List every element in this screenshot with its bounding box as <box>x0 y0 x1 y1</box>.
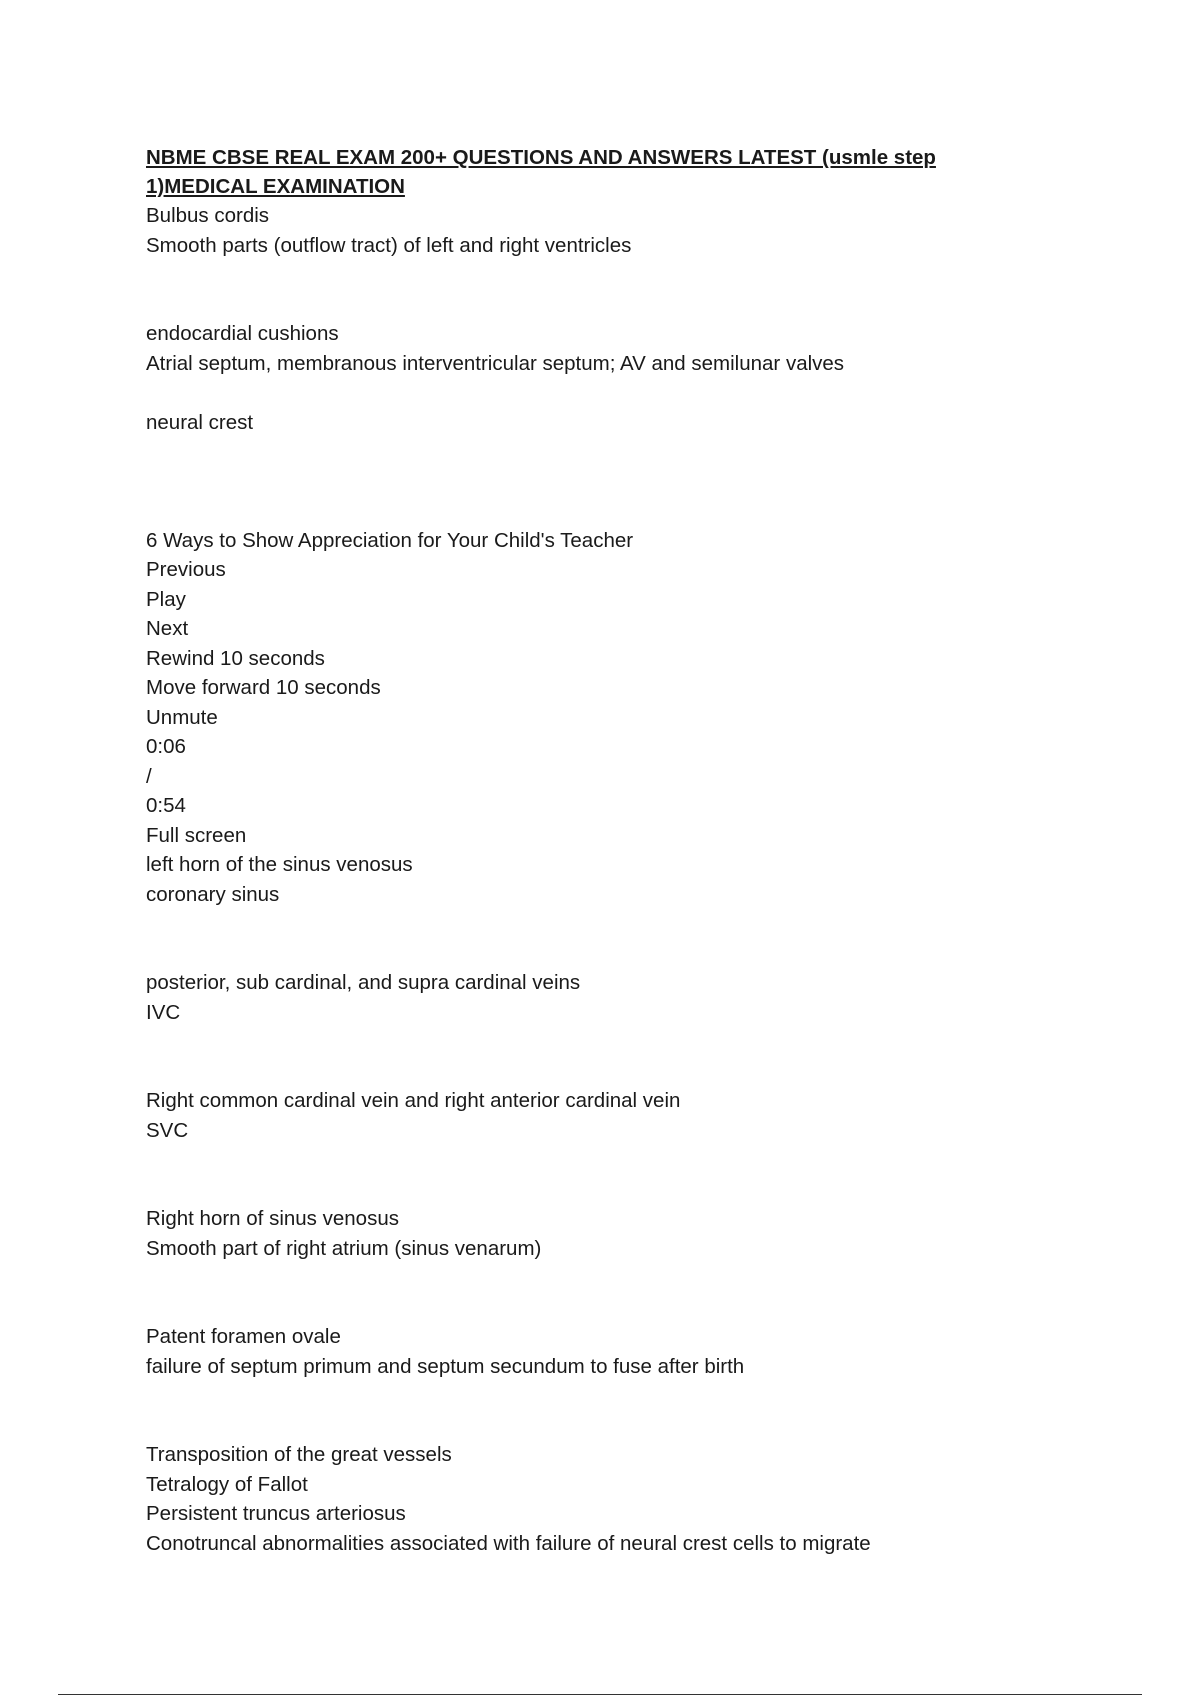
term-persistent-truncus-arteriosus: Persistent truncus arteriosus <box>146 1502 406 1525</box>
video-fullscreen-text: Full screen <box>146 823 247 847</box>
term-cardinal-veins: posterior, sub cardinal, and supra cardinal veins <box>146 971 581 994</box>
spacer <box>146 1027 1046 1086</box>
term-right-horn-sinus-venosus: Right horn of sinus venosus <box>146 1207 399 1230</box>
answer-coronary-sinus: coronary sinus <box>146 882 280 906</box>
term-transposition-great-vessels: Transposition of the great vessels <box>146 1443 452 1466</box>
video-previous-text: Previous <box>146 558 226 581</box>
spacer <box>146 437 1046 526</box>
answer-ivc: IVC <box>146 1000 181 1024</box>
embedded-video-title: 6 Ways to Show Appreciation for Your Child's Teacher <box>146 528 634 552</box>
term-endocardial-cushions: endocardial cushions <box>146 322 339 345</box>
video-next-text: Next <box>146 617 189 640</box>
video-time-separator: / <box>146 764 152 788</box>
term-right-cardinal-veins: Right common cardinal vein and right anterior cardinal vein <box>146 1089 681 1112</box>
term-tetralogy-of-fallot: Tetralogy of Fallot <box>146 1472 308 1496</box>
document-content <box>146 143 1046 1558</box>
spacer <box>146 1145 1046 1204</box>
answer-bulbus-cordis: Smooth parts (outflow tract) of left and right ventricles <box>146 233 632 257</box>
video-duration: 0:54 <box>146 794 186 817</box>
spacer <box>146 1263 1046 1322</box>
video-forward-text: Move forward 10 seconds <box>146 676 381 699</box>
answer-conotruncal-abnormalities: Conotruncal abnormalities associated with failure of neural crest cells to migrate <box>146 1531 871 1555</box>
answer-sinus-venarum: Smooth part of right atrium (sinus venarum) <box>146 1236 542 1260</box>
video-play-text: Play <box>146 587 186 611</box>
document-title: NBME CBSE REAL EXAM 200+ QUESTIONS AND ANSWERS LATEST (usmle step 1)MEDICAL EXAMINATION <box>146 146 936 198</box>
video-unmute-text: Unmute <box>146 705 218 729</box>
answer-svc: SVC <box>146 1118 189 1142</box>
answer-endocardial-cushions: Atrial septum, membranous interventricular septum; AV and semilunar valves <box>146 351 845 375</box>
term-left-horn-sinus-venosus: left horn of the sinus venosus <box>146 853 413 876</box>
spacer <box>146 909 1046 968</box>
page-bottom-rule <box>58 1694 1142 1695</box>
video-current-time: 0:06 <box>146 735 186 758</box>
term-neural-crest: neural crest <box>146 410 254 434</box>
video-rewind-text: Rewind 10 seconds <box>146 646 325 670</box>
term-patent-foramen-ovale: Patent foramen ovale <box>146 1325 341 1348</box>
spacer <box>146 378 1046 408</box>
term-bulbus-cordis: Bulbus cordis <box>146 204 270 227</box>
spacer <box>146 260 1046 319</box>
spacer <box>146 1381 1046 1440</box>
answer-patent-foramen-ovale: failure of septum primum and septum secundum to fuse after birth <box>146 1354 745 1378</box>
